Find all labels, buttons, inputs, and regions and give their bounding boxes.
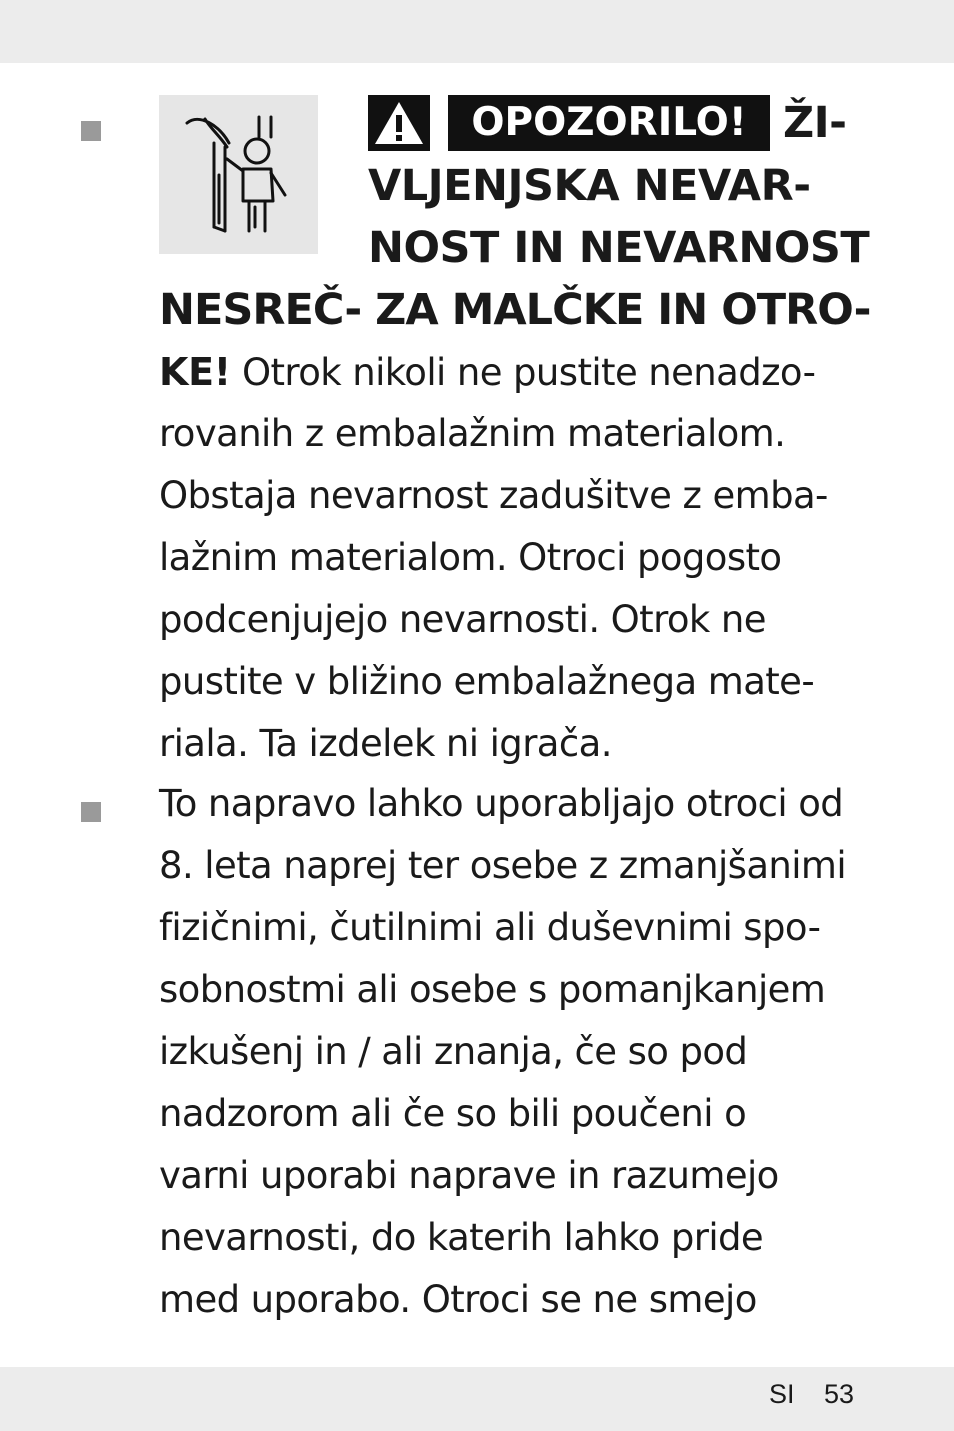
warning-body-text: Otrok nikoli ne pustite nenadzo- bbox=[230, 351, 816, 394]
section2-line: To napravo lahko uporabljajo otroci od bbox=[159, 782, 844, 825]
warning-body-line: riala. Ta izdelek ni igrača. bbox=[159, 722, 612, 765]
bullet-square bbox=[81, 121, 101, 141]
child-hazard-pictogram bbox=[159, 95, 318, 254]
warning-body-line: pustite v bližino embalažnega mate- bbox=[159, 660, 815, 703]
warning-label: OPOZORILO! bbox=[448, 95, 770, 151]
warning-heading-line: NOST IN NEVARNOST bbox=[368, 223, 870, 273]
section2-line: fizičnimi, čutilnimi ali duševnimi spo- bbox=[159, 906, 821, 949]
warning-body-line: rovanih z embalažnim materialom. bbox=[159, 412, 786, 455]
warning-body-line: Obstaja nevarnost zadušitve z emba- bbox=[159, 474, 828, 517]
section2-line: nevarnosti, do katerih lahko pride bbox=[159, 1216, 764, 1259]
section2-line: med uporabo. Otroci se ne smejo bbox=[159, 1278, 757, 1321]
header-band bbox=[0, 0, 954, 63]
warning-body-line bbox=[159, 348, 815, 397]
section2-line: sobnostmi ali osebe s pomanjkanjem bbox=[159, 968, 826, 1011]
section2-line: izkušenj in / ali znanja, če so pod bbox=[159, 1030, 748, 1073]
warning-lead: KE! bbox=[159, 350, 231, 394]
warning-heading-line: VLJENJSKA NEVAR- bbox=[368, 161, 811, 211]
section2-line: 8. leta naprej ter osebe z zmanjšanimi bbox=[159, 844, 847, 887]
footer-band bbox=[0, 1367, 954, 1431]
warning-body-line: podcenjujejo nevarnosti. Otrok ne bbox=[159, 598, 766, 641]
bullet-square bbox=[81, 802, 101, 822]
warning-body-line: lažnim materialom. Otroci pogosto bbox=[159, 536, 782, 579]
footer-language: SI bbox=[769, 1379, 795, 1409]
section2-line: varni uporabi naprave in razumejo bbox=[159, 1154, 779, 1197]
section2-line: nadzorom ali če so bili poučeni o bbox=[159, 1092, 747, 1135]
warning-triangle-icon bbox=[368, 95, 430, 151]
page-number: 53 bbox=[824, 1379, 855, 1409]
warning-heading-line: NESREČ- ZA MALČKE IN OTRO- bbox=[159, 285, 871, 335]
warning-heading-line: ŽI- bbox=[783, 98, 847, 148]
